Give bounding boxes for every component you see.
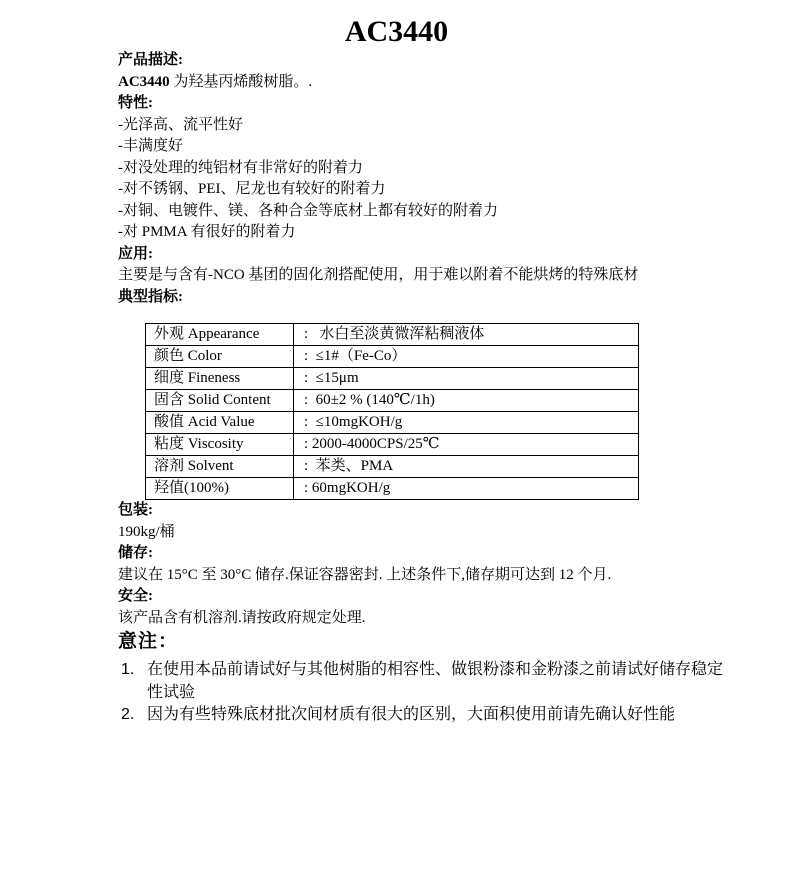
spec-label: 固含 Solid Content	[146, 390, 294, 412]
spec-label: 酸值 Acid Value	[146, 412, 294, 434]
notes-heading: 意注：	[118, 631, 179, 652]
packaging-text: 190kg/桶	[118, 523, 175, 540]
product-name: AC3440	[118, 73, 170, 90]
spec-value: : 60±2 % (140℃/1h)	[294, 390, 639, 412]
table-row	[146, 478, 639, 500]
feature-item: -对不锈钢、PEI、尼龙也有较好的附着力	[118, 181, 386, 197]
safety-heading: 安全:	[118, 588, 153, 604]
storage-text: 建议在 15°C 至 30°C 储存.保证容器密封. 上述条件下,储存期可达到 12 个月.	[118, 566, 612, 583]
note-number: 2.	[121, 706, 135, 723]
spec-value: : 60mgKOH/g	[294, 478, 639, 500]
feature-item: -光泽高、流平性好	[118, 116, 243, 133]
feature-item: -对没处理的纯铝材有非常好的附着力	[118, 159, 363, 176]
table-row	[146, 456, 639, 478]
description-text	[118, 72, 737, 94]
spec-label: 细度 Fineness	[146, 368, 294, 390]
spec-value: : ≤1#（Fe-Co）	[294, 346, 639, 368]
application-text: 主要是与含有-NCO 基团的固化剂搭配使用，用于难以附着不能烘烤的特殊底材	[118, 267, 639, 283]
note-number: 1.	[121, 661, 135, 678]
spec-value: : ≤10mgKOH/g	[294, 412, 639, 434]
spec-value: : 水白至淡黄微浑粘稠液体	[294, 324, 639, 346]
spec-label: 粘度 Viscosity	[146, 434, 294, 456]
document-body	[0, 50, 793, 727]
features-heading: 特性:	[118, 95, 153, 111]
note-text: 在使用本品前请试好与其他树脂的相容性、做银粉漆和金粉漆之前请试好储存稳定性试验	[147, 661, 724, 701]
feature-item: -对 PMMA 有很好的附着力	[118, 224, 296, 240]
feature-item: -丰满度好	[118, 138, 183, 154]
description-rest: 为羟基丙烯酸树脂。.	[169, 73, 313, 90]
spec-label: 羟值(100%)	[146, 478, 294, 500]
storage-heading: 储存:	[118, 545, 153, 561]
spec-value: : ≤15μm	[294, 368, 639, 390]
table-row	[146, 434, 639, 456]
list-item	[118, 704, 737, 727]
page-title: AC3440	[344, 15, 449, 48]
table-row	[146, 412, 639, 434]
description-heading: 产品描述:	[118, 52, 183, 68]
spec-label: 溶剂 Solvent	[146, 456, 294, 478]
spec-label: 外观 Appearance	[146, 324, 294, 346]
note-text: 因为有些特殊底材批次间材质有很大的区别，大面积使用前请先确认好性能	[147, 706, 676, 723]
spec-label: 颜色 Color	[146, 346, 294, 368]
spec-value: : 2000-4000CPS/25℃	[294, 434, 639, 456]
application-heading: 应用:	[118, 245, 153, 262]
spec-value: : 苯类、PMA	[294, 456, 639, 478]
safety-text: 该产品含有机溶剂.请按政府规定处理.	[118, 609, 366, 626]
specs-heading: 典型指标:	[118, 288, 183, 305]
packaging-heading: 包装:	[118, 502, 153, 518]
table-row	[146, 324, 639, 346]
list-item	[118, 659, 737, 704]
specs-table	[145, 323, 639, 500]
table-row	[146, 390, 639, 412]
notes-list	[118, 659, 737, 727]
table-row	[146, 368, 639, 390]
feature-item: -对铜、电镀件、镁、各种合金等底材上都有较好的附着力	[118, 202, 498, 219]
table-row	[146, 346, 639, 368]
